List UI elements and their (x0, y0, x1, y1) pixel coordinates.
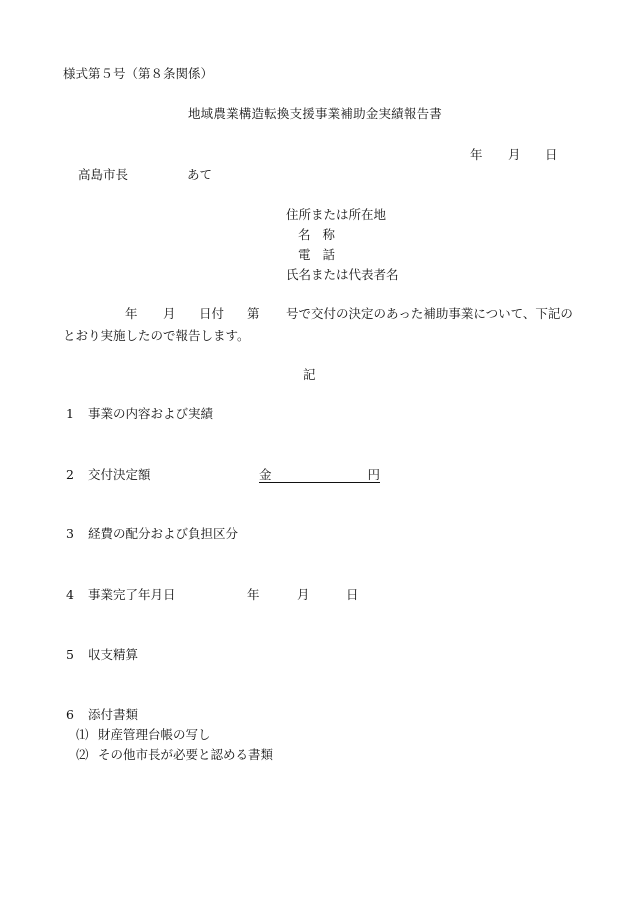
date-day-label: 日 (545, 147, 558, 162)
completion-month-label: 月 (297, 587, 310, 602)
section-number: 4 (66, 587, 74, 602)
section-label: 添付書類 (88, 707, 139, 722)
body-number-label: 第 (247, 306, 260, 321)
section-number: 2 (66, 467, 74, 482)
section-label: 事業完了年月日 (88, 587, 176, 602)
body-year-label: 年 (125, 306, 138, 321)
yen-label: 円 (367, 467, 380, 482)
section-number: 3 (66, 526, 74, 541)
section-label: 経費の配分および負担区分 (88, 526, 239, 541)
grant-amount-field (259, 467, 380, 483)
applicant-phone-label: 電話 (298, 247, 348, 262)
section-5 (66, 647, 138, 663)
completion-year-label: 年 (247, 587, 260, 602)
attachment-number: ⑴ (76, 727, 89, 742)
document-title: 地域農業構造転換支援事業補助金実績報告書 (187, 106, 442, 121)
section-4 (66, 587, 176, 603)
applicant-name-label: 名称 (298, 227, 348, 242)
applicant-address-label: 住所または所在地 (286, 207, 387, 222)
body-month-label: 月 (163, 306, 176, 321)
section-2 (66, 467, 151, 483)
applicant-representative-label: 氏名または代表者名 (286, 267, 399, 282)
section-label: 事業の内容および実績 (88, 406, 214, 421)
date-month-label: 月 (508, 147, 521, 162)
attachment-label: 財産管理台帳の写し (98, 727, 211, 742)
addressee-suffix: あて (187, 167, 213, 182)
attachment-label: その他市長が必要と認める書類 (98, 747, 274, 762)
section-6 (66, 707, 138, 723)
ki-heading: 記 (303, 367, 316, 382)
body-text-line1: 号で交付の決定のあった補助事業について、下記の (286, 306, 573, 321)
attachment-number: ⑵ (76, 747, 89, 762)
section-3 (66, 526, 238, 542)
section-number: 5 (66, 647, 74, 662)
section-1 (66, 406, 213, 422)
completion-day-label: 日 (346, 587, 359, 602)
form-number: 様式第５号（第８条関係） (63, 66, 214, 81)
section-number: 1 (66, 406, 74, 421)
addressee-name: 高島市長 (78, 167, 129, 182)
kin-label: 金 (259, 467, 272, 482)
body-text-line2: とおり実施したので報告します。 (63, 328, 250, 343)
section-number: 6 (66, 707, 74, 722)
section-label: 収支精算 (88, 647, 139, 662)
section-label: 交付決定額 (88, 467, 151, 482)
attachment-item (76, 727, 211, 743)
attachment-item (76, 747, 273, 763)
date-year-label: 年 (470, 147, 483, 162)
body-day-label: 日付 (199, 306, 225, 321)
